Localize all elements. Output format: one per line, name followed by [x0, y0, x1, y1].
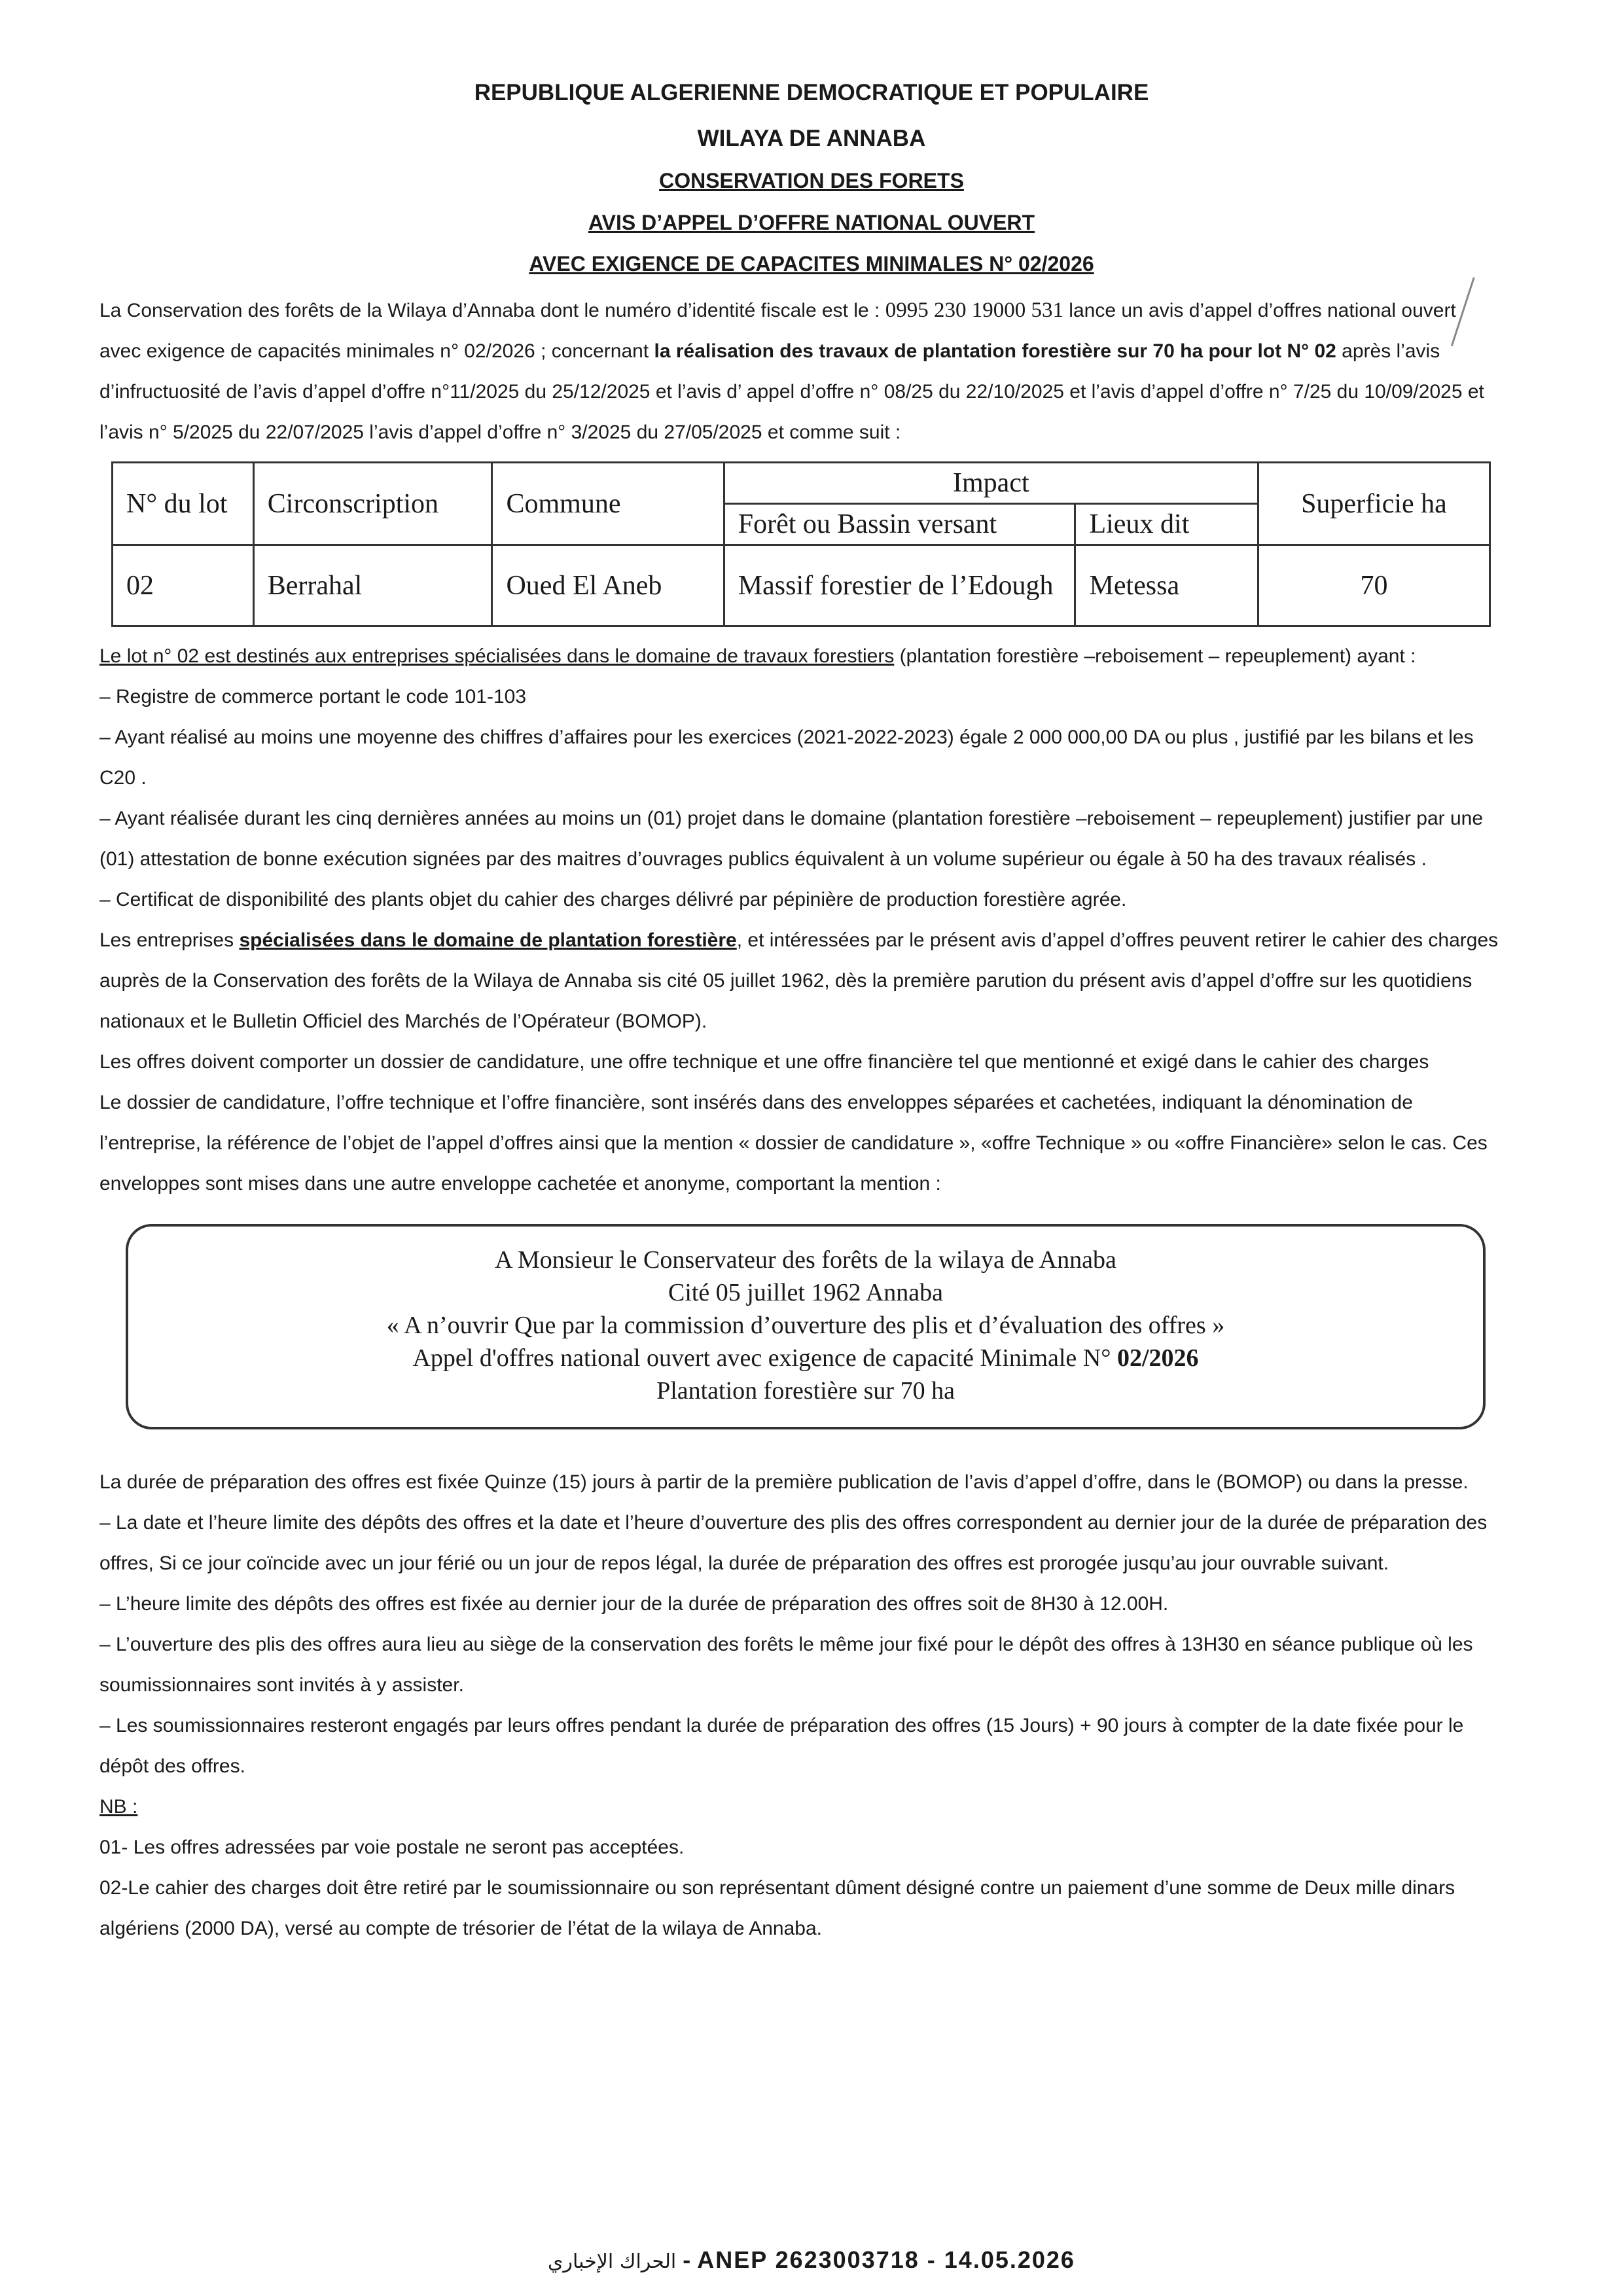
header-lieux-dit: Lieux dit	[1075, 504, 1258, 545]
condition-item: – Ayant réalisée durant les cinq dernières années au moins un (01) projet dans le domaine (plantation forestière –reboisement – repeuplement) justifier par une (01) attestation de bonne exécution signées par des maitres d’ouvrages publics équivalent à un volume supérieur ou égale à 50 ha des travaux réalisés .	[99, 808, 1484, 870]
institution-header: CONSERVATION DES FORETS	[659, 169, 964, 192]
address-line	[128, 1342, 1483, 1374]
cell-foret: Massif forestier de l’Edough	[724, 545, 1075, 626]
conditions-lead	[99, 636, 1500, 677]
table-header-row	[113, 463, 1490, 504]
cell-lieux-dit: Metessa	[1075, 545, 1258, 626]
delay-paragraph: – L’heure limite des dépôts des offres est fixée au dernier jour de la durée de préparation des offres soit de 8H30 à 12.00H.	[99, 1593, 1169, 1615]
address-line: A Monsieur le Conservateur des forêts de la wilaya de Annaba	[495, 1246, 1116, 1274]
publication-footer	[0, 2246, 1623, 2274]
condition-item: – Ayant réalisé au moins une moyenne des chiffres d’affaires pour les exercices (2021-2022-2023) égale 2 000 000,00 DA ou plus , justifié par les bilans et les C20 .	[99, 726, 1474, 789]
address-box	[126, 1224, 1486, 1429]
header-foret: Forêt ou Bassin versant	[724, 504, 1075, 545]
intro-paragraph	[99, 290, 1500, 453]
delay-paragraph: – La date et l’heure limite des dépôts des offres et la date et l’heure d’ouverture des plis des offres correspondent au dernier jour de la durée de préparation des offres, Si ce jour coïncide avec un jour férié ou un jour de repos légal, la durée de préparation des offres est prorogée jusqu’au jour ouvrable suivant.	[99, 1512, 1488, 1574]
header-impact: Impact	[724, 463, 1258, 504]
cell-superficie: 70	[1258, 545, 1489, 626]
intro-text-a: La Conservation des forêts de la Wilaya d’Annaba dont le numéro d’identité fiscale est le :	[99, 300, 885, 321]
country-header: REPUBLIQUE ALGERIENNE DEMOCRATIQUE ET POPULAIRE	[474, 80, 1149, 105]
table-row	[113, 545, 1490, 626]
wilaya-header: WILAYA DE ANNABA	[697, 126, 926, 151]
intro-text-b: lance un avis d’appel d’offres national ouvert avec exigence de capacités minimales n° 02/2026 ; concernant	[99, 300, 1456, 362]
address-line-number: 02/2026	[1116, 1344, 1199, 1372]
notice-title: AVIS D’APPEL D’OFFRE NATIONAL OUVERT	[588, 211, 1035, 234]
address-line-text: Appel d'offres national ouvert avec exigence de capacité Minimale N°	[412, 1344, 1117, 1372]
publisher-name: الحراك الإخباري	[548, 2250, 677, 2273]
tax-id: 0995 230 19000 531	[885, 298, 1063, 322]
address-line: Plantation forestière sur 70 ha	[656, 1377, 955, 1405]
address-line: Cité 05 juillet 1962 Annaba	[668, 1279, 944, 1306]
lot-table	[111, 461, 1491, 627]
withdrawal-paragraph	[99, 920, 1500, 1042]
withdrawal-text-c: , et intéressées par le présent avis d’appel d’offres peuvent retirer le cahier des charges auprès de la Conservation des forêts de la Wilaya de Annaba sis cité 05 juillet 1962, dès la première parution du présent avis d’appel d’offre sur les quotidiens nationaux et le Bulletin Officiel des Marchés de l’Opérateur (BOMOP).	[99, 929, 1499, 1032]
address-line: « A n’ouvrir Que par la commission d’ouverture des plis et d’évaluation des offres »	[386, 1312, 1225, 1339]
header-lot: N° du lot	[113, 463, 254, 545]
delay-paragraph: – Les soumissionnaires resteront engagés par leurs offres pendant la durée de préparation des offres (15 Jours) + 90 jours à compter de la date fixée pour le dépôt des offres.	[99, 1715, 1464, 1777]
offers-paragraph: Les offres doivent comporter un dossier de candidature, une offre technique et une offre financière tel que mentionné et exigé dans le cahier des charges	[99, 1051, 1429, 1073]
withdrawal-specialty: spécialisées dans le domaine de plantation forestière	[239, 929, 737, 951]
condition-item: – Registre de commerce portant le code 101-103	[99, 686, 527, 708]
nb-item: 01- Les offres adressées par voie postale ne seront pas acceptées.	[99, 1837, 685, 1858]
envelopes-paragraph: Le dossier de candidature, l’offre technique et l’offre financière, sont insérés dans des enveloppes séparées et cachetées, indiquant la dénomination de l’entreprise, la référence de l’objet de l’appel d’offres ainsi que la mention « dossier de candidature », «offre Technique » ou «offre Financière» selon le cas. Ces enveloppes sont mises dans une autre enveloppe cachetée et anonyme, comportant la mention :	[99, 1092, 1488, 1194]
conditions-lead-underlined: Le lot n° 02 est destinés aux entreprises spécialisées dans le domaine de travaux forestiers	[99, 645, 895, 667]
nb-item: 02-Le cahier des charges doit être retiré par le soumissionnaire ou son représentant dûment désigné contre un paiement d’une somme de Deux mille dinars algériens (2000 DA), versé au compte de trésorier de l’état de la wilaya de Annaba.	[99, 1877, 1455, 1939]
cell-lot: 02	[113, 545, 254, 626]
header-commune: Commune	[492, 463, 724, 545]
header-superficie: Superficie ha	[1258, 463, 1489, 545]
intro-text-c: après l’avis d’infructuosité de l’avis d’appel d’offre n°11/2025 du 25/12/2025 et l’avis d’ appel d’offre n° 08/25 du 22/10/2025 et l’avis d’appel d’offre n° 7/25 du 10/09/2025 et l’avis n° 5/2025 du 22/07/2025 l’avis d’appel d’offre n° 3/2025 du 27/05/2025 et comme suit :	[99, 340, 1484, 443]
anep-reference: - ANEP 2623003718 - 14.05.2026	[676, 2246, 1075, 2273]
delay-paragraph: La durée de préparation des offres est fixée Quinze (15) jours à partir de la première publication de l’avis d’appel d’offre, dans le (BOMOP) ou dans la presse.	[99, 1471, 1469, 1493]
conditions-lead-rest: (plantation forestière –reboisement – repeuplement) ayant :	[894, 645, 1416, 667]
cell-commune: Oued El Aneb	[492, 545, 724, 626]
header-circonscription: Circonscription	[253, 463, 492, 545]
notice-body	[99, 290, 1500, 1949]
notice-subtitle: AVEC EXIGENCE DE CAPACITES MINIMALES N° 02/2026	[529, 252, 1094, 276]
delay-paragraph: – L’ouverture des plis des offres aura lieu au siège de la conservation des forêts le même jour fixé pour le dépôt des offres à 13H30 en séance publique où les soumissionnaires sont invités à y assister.	[99, 1634, 1473, 1696]
nb-title: NB :	[99, 1796, 138, 1818]
cell-circonscription: Berrahal	[253, 545, 492, 626]
intro-subject: la réalisation des travaux de plantation forestière sur 70 ha pour lot N° 02	[654, 340, 1336, 362]
condition-item: – Certificat de disponibilité des plants objet du cahier des charges délivré par pépinière de production forestière agrée.	[99, 889, 1127, 910]
withdrawal-text-a: Les entreprises	[99, 929, 240, 951]
